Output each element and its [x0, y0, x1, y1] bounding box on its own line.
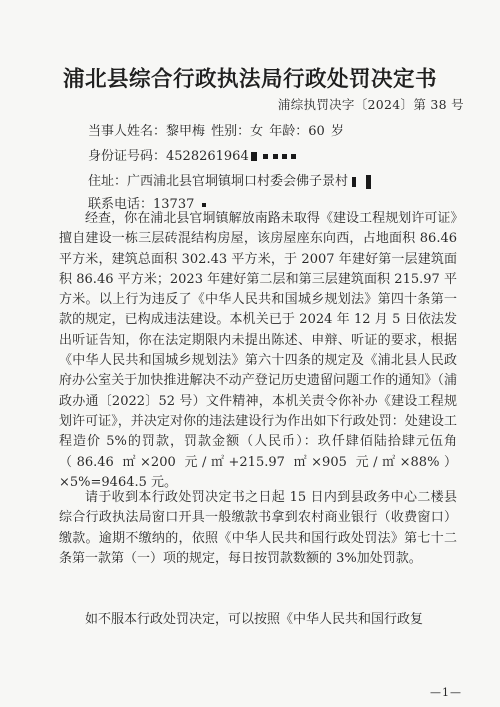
paragraph-appeal: 如不服本行政处罚决定，可以按照《中华人民共和国行政复	[85, 612, 424, 627]
address-label: 住址：广西浦北县官垌镇垌口村委会佛子景村	[88, 174, 349, 189]
paragraph-payment: 请于收到本行政处罚决定书之日起 15 日内到县政务中心二楼县综合行政执法局窗口开具一般缴款书拿到农村商业银行（收费窗口）缴款。逾期不缴纳的，依照《中华人民共和国行政处罚法》第七十二条第一款第（一）项的规定，每日按罚款数额的 3%加处罚款。	[59, 490, 457, 566]
document-number: 浦综执罚决字〔2024〕第 38 号	[277, 97, 464, 112]
id-number-label: 身份证号码：4528261964	[88, 149, 249, 164]
redaction-mark	[282, 154, 287, 159]
page-number: —1—	[430, 686, 462, 699]
redaction-mark	[366, 175, 371, 189]
phone-label: 联系电话：13737	[88, 197, 195, 212]
document-title: 浦北县综合行政执法局行政处罚决定书	[62, 67, 437, 92]
party-info: 当事人姓名：黎甲梅 性别：女 年龄：60 岁	[88, 124, 344, 139]
redaction-mark	[352, 177, 356, 187]
redaction-mark	[263, 154, 268, 159]
address-line	[88, 170, 371, 189]
redaction-mark	[291, 154, 296, 159]
redaction-mark	[251, 152, 257, 161]
redaction-mark	[273, 154, 278, 159]
redaction-mark	[202, 203, 206, 207]
id-number-line	[88, 145, 296, 164]
paragraph-facts: 经查，你在浦北县官垌镇解放南路未取得《建设工程规划许可证》擅自建设一栋三层砖混结构房屋，该房屋座东向西，占地面积 86.46 平方米，建筑总面积 302.43 平方米，于 2007 年建好第一层建筑面积 86.46 平方米；2023 年建好第二层和第三层建筑面积 215.97 平方米。以上行为违反了《中华人民共和国城乡规划法》第四十条第一款的规定，已构成违法建设。本机关已于 2024 年 12 月 5 日依法发出听证告知，你在法定期限内未提出陈述、申辩、听证的要求，根据《中华人民共和国城乡规划法》第六十四条的规定及《浦北县人民政府办公室关于加快推进解决不动产登记历史遗留问题工作的通知》（浦政办通〔2022〕52 号）文件精神，本机关责令你补办《建设工程规划许可证》，并决定对你的违法建设行为作出如下行政处罚：处建设工程造价 5%的罚款，罚款金额（人民币）：玖仟肆佰陆拾肆元伍角（86.46 ㎡×200 元/㎡+215.97 ㎡×905 元/㎡×88%）×5%=9464.5 元。	[59, 211, 457, 490]
